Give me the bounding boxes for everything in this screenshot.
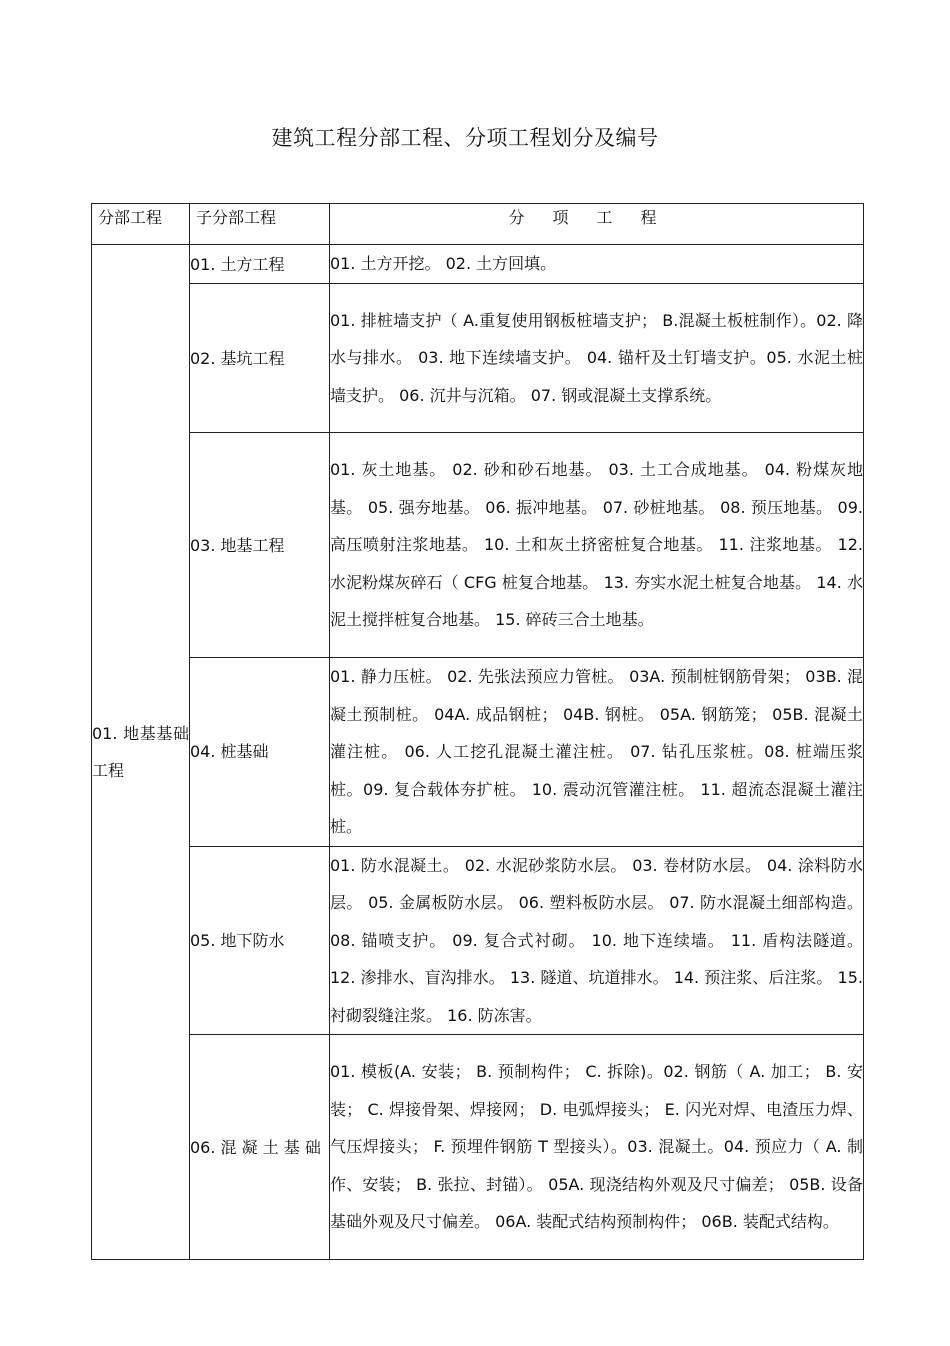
table-header-row (92, 204, 864, 245)
table-row (92, 1035, 864, 1260)
table-row (92, 658, 864, 847)
items-cell: 01. 土方开挖。 02. 土方回填。 (330, 245, 864, 284)
header-sub-division: 子分部工程 (190, 204, 330, 245)
division-cell: 01. 地基基础工程 (92, 245, 190, 1260)
page-title: 建筑工程分部工程、分项工程划分及编号 (271, 126, 659, 150)
table-row (92, 245, 864, 284)
items-cell: 01. 静力压桩。 02. 先张法预应力管桩。 03A. 预制桩钢筋骨架； 03B. 混凝土预制桩。 04A. 成品钢桩； 04B. 钢桩。 05A. 钢筋笼； 05B. 混凝土灌注桩。 06. 人工挖孔混凝土灌注桩。 07. 钻孔压浆桩。08. 桩端压浆桩。09. 复合载体夯扩桩。 10. 震动沉管灌注桩。 11. 超流态混凝土灌注桩。 (330, 658, 864, 847)
sub-division-cell: 02. 基坑工程 (190, 284, 330, 433)
sub-division-cell: 01. 土方工程 (190, 245, 330, 284)
sub-division-cell: 04. 桩基础 (190, 658, 330, 847)
items-cell: 01. 排桩墙支护（ A.重复使用钢板桩墙支护； B.混凝土板桩制作）。02. 降水与排水。 03. 地下连续墙支护。 04. 锚杆及土钉墙支护。05. 水泥土桩墙支护。 06. 沉井与沉箱。 07. 钢或混凝土支撑系统。 (330, 284, 864, 433)
items-cell: 01. 灰土地基。 02. 砂和砂石地基。 03. 土工合成地基。 04. 粉煤灰地基。 05. 强夯地基。 06. 振冲地基。 07. 砂桩地基。 08. 预压地基。 09. 高压喷射注浆地基。 10. 土和灰土挤密桩复合地基。 11. 注浆地基。 12. 水泥粉煤灰碎石（ CFG 桩复合地基。 13. 夯实水泥土桩复合地基。 14. 水泥土搅拌桩复合地基。 15. 碎砖三合土地基。 (330, 433, 864, 658)
sub-division-cell: 05. 地下防水 (190, 846, 330, 1035)
table-row (92, 433, 864, 658)
table-row (92, 284, 864, 433)
table-row (92, 846, 864, 1035)
header-items (330, 204, 864, 245)
division-table (91, 203, 864, 1260)
header-items-text: 分项工程 (508, 208, 685, 227)
sub-division-cell: 06. 混 凝 土 基 础 (190, 1035, 330, 1260)
items-cell: 01. 模板(A. 安装； B. 预制构件； C. 拆除)。02. 钢筋（ A. 加工； B. 安装； C. 焊接骨架、焊接网； D. 电弧焊接头； E. 闪光对焊、电渣压力焊、气压焊接头； F. 预埋件钢筋 T 型接头）。03. 混凝土。04. 预应力（ A. 制作、安装； B. 张拉、封锚）。 05A. 现浇结构外观及尺寸偏差； 05B. 设备基础外观及尺寸偏差。 06A. 装配式结构预制构件； 06B. 装配式结构。 (330, 1035, 864, 1260)
items-cell: 01. 防水混凝土。 02. 水泥砂浆防水层。 03. 卷材防水层。 04. 涂料防水层。 05. 金属板防水层。 06. 塑料板防水层。 07. 防水混凝土细部构造。 08. 锚喷支护。 09. 复合式衬砌。 10. 地下连续墙。 11. 盾构法隧道。 12. 渗排水、盲沟排水。 13. 隧道、坑道排水。 14. 预注浆、后注浆。 15. 衬砌裂缝注浆。 16. 防冻害。 (330, 846, 864, 1035)
sub-division-cell: 03. 地基工程 (190, 433, 330, 658)
header-division: 分部工程 (92, 204, 190, 245)
